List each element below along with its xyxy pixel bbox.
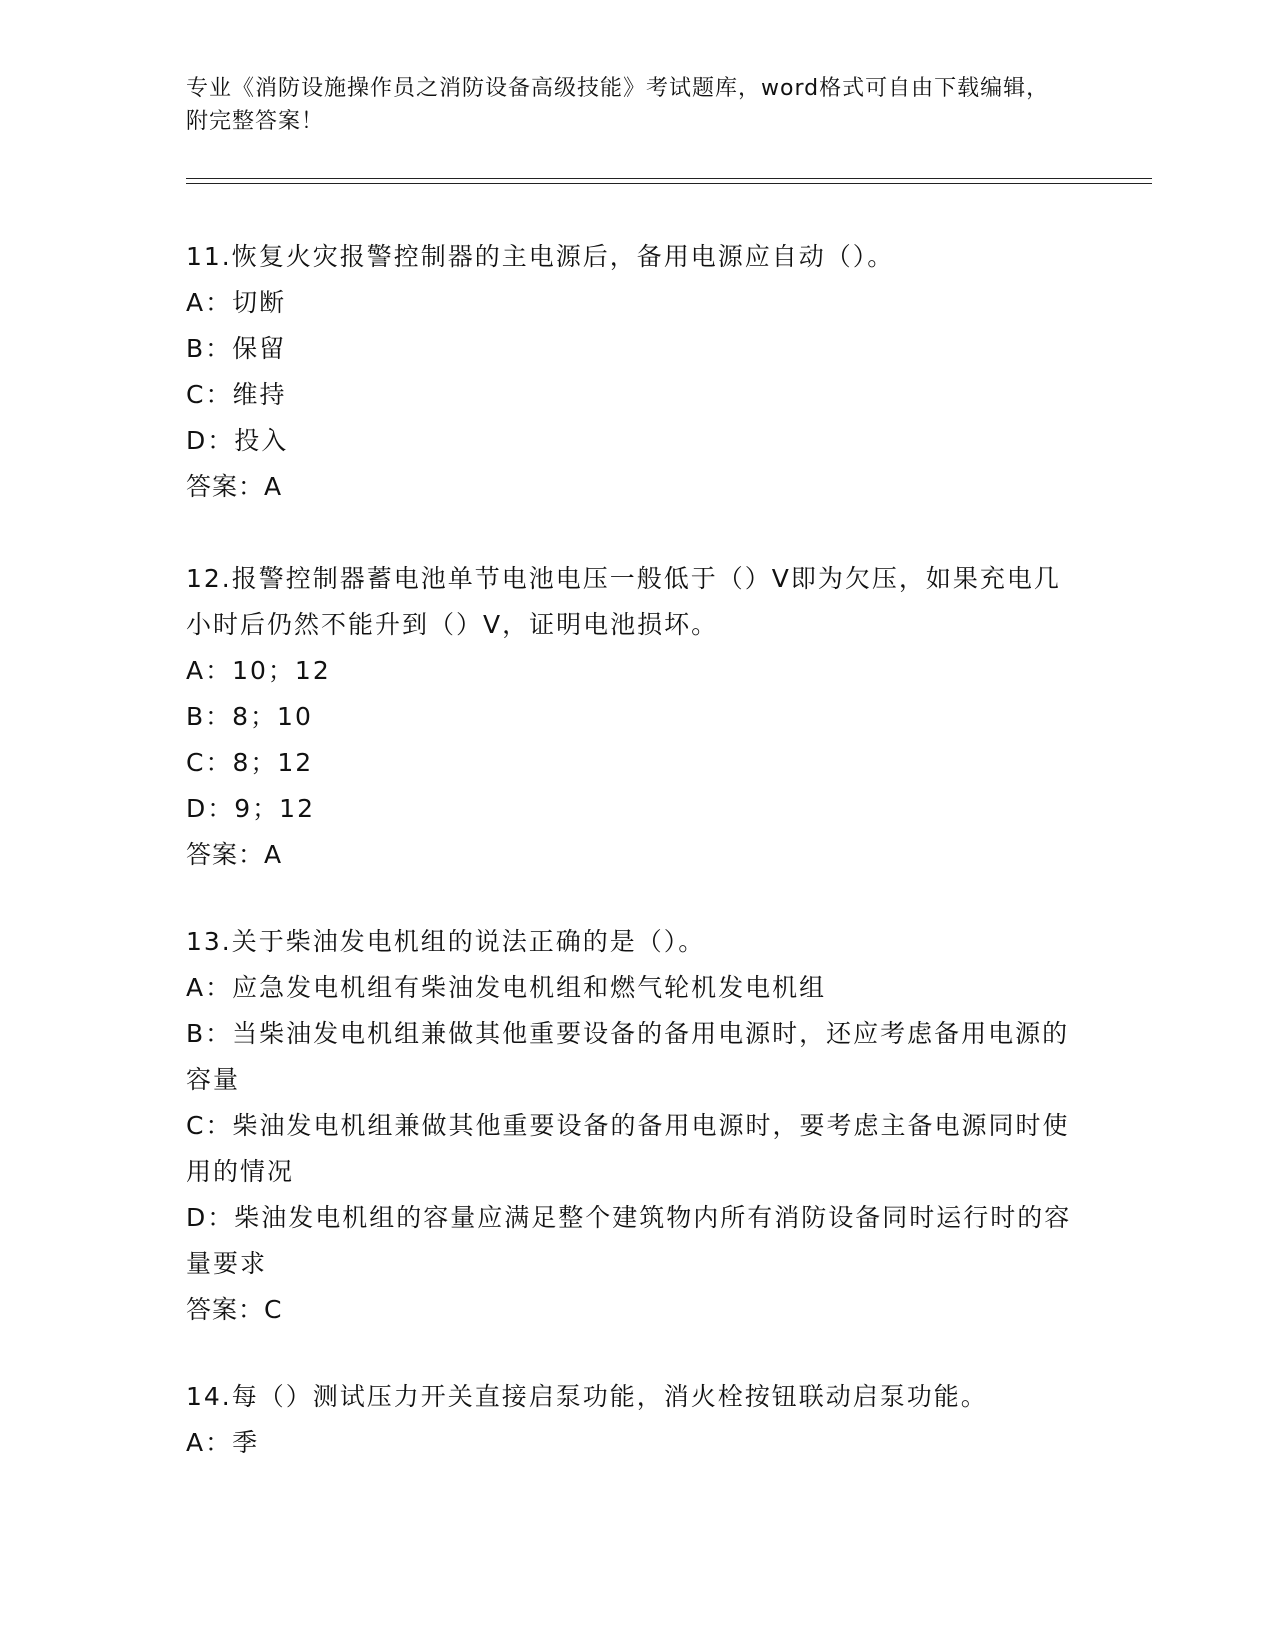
option-d: [186, 1195, 1086, 1287]
option-key: B：: [186, 1019, 233, 1048]
option-text: 10；12: [232, 656, 331, 685]
answer-line: 答案：A: [186, 840, 283, 869]
question-14: [186, 1374, 1086, 1466]
question-12: [186, 556, 1086, 878]
option-b: [186, 694, 1086, 740]
header-divider-line: [186, 178, 1152, 179]
option-text: 9；12: [234, 794, 315, 823]
option-key: A：: [186, 288, 233, 317]
question-stem: 14.每（）测试压力开关直接启泵功能，消火栓按钮联动启泵功能。: [186, 1382, 988, 1411]
option-d: [186, 786, 1086, 832]
option-key: D：: [186, 426, 235, 455]
option-key: A：: [186, 1428, 233, 1457]
option-c: [186, 372, 1086, 418]
question-stem: 11.恢复火灾报警控制器的主电源后，备用电源应自动（）。: [186, 242, 895, 271]
option-text: 柴油发电机组兼做其他重要设备的备用电源时，要考虑主备电源同时使用的情况: [186, 1111, 1070, 1186]
option-text: 投入: [234, 426, 289, 455]
option-a: [186, 280, 1086, 326]
question-stem: 12.报警控制器蓄电池单节电池电压一般低于（）V即为欠压，如果充电几小时后仍然不能升到（）V，证明电池损坏。: [186, 564, 1061, 639]
question-13: [186, 919, 1086, 1333]
option-key: C：: [186, 380, 233, 409]
option-key: C：: [186, 748, 233, 777]
option-b: [186, 326, 1086, 372]
option-text: 季: [232, 1428, 260, 1457]
option-c: [186, 1103, 1086, 1195]
option-key: A：: [186, 656, 233, 685]
option-text: 8；12: [232, 748, 314, 777]
option-text: 保留: [232, 334, 287, 363]
question-stem: 13.关于柴油发电机组的说法正确的是（）。: [186, 927, 706, 956]
answer-line: 答案：A: [186, 472, 283, 501]
question-11: [186, 234, 1086, 510]
option-text: 维持: [232, 380, 287, 409]
option-a: [186, 1420, 1086, 1466]
option-key: D：: [186, 1203, 235, 1232]
option-d: [186, 418, 1086, 464]
option-b: [186, 1011, 1086, 1103]
option-key: B：: [186, 702, 233, 731]
option-text: 8；10: [232, 702, 313, 731]
option-key: B：: [186, 334, 233, 363]
option-key: A：: [186, 973, 233, 1002]
option-text: 应急发电机组有柴油发电机组和燃气轮机发电机组: [232, 973, 827, 1002]
option-text: 柴油发电机组的容量应满足整个建筑物内所有消防设备同时运行时的容量要求: [186, 1203, 1072, 1278]
option-a: [186, 965, 1086, 1011]
option-key: C：: [186, 1111, 233, 1140]
option-c: [186, 740, 1086, 786]
option-text: 切断: [232, 288, 287, 317]
option-text: 当柴油发电机组兼做其他重要设备的备用电源时，还应考虑备用电源的容量: [186, 1019, 1070, 1094]
option-key: D：: [186, 794, 235, 823]
header-divider-line-double: [186, 183, 1152, 184]
option-a: [186, 648, 1086, 694]
document-header: 专业《消防设施操作员之消防设备高级技能》考试题库，word格式可自由下载编辑，附完整答案！: [186, 76, 1050, 134]
answer-line: 答案：C: [186, 1295, 283, 1324]
